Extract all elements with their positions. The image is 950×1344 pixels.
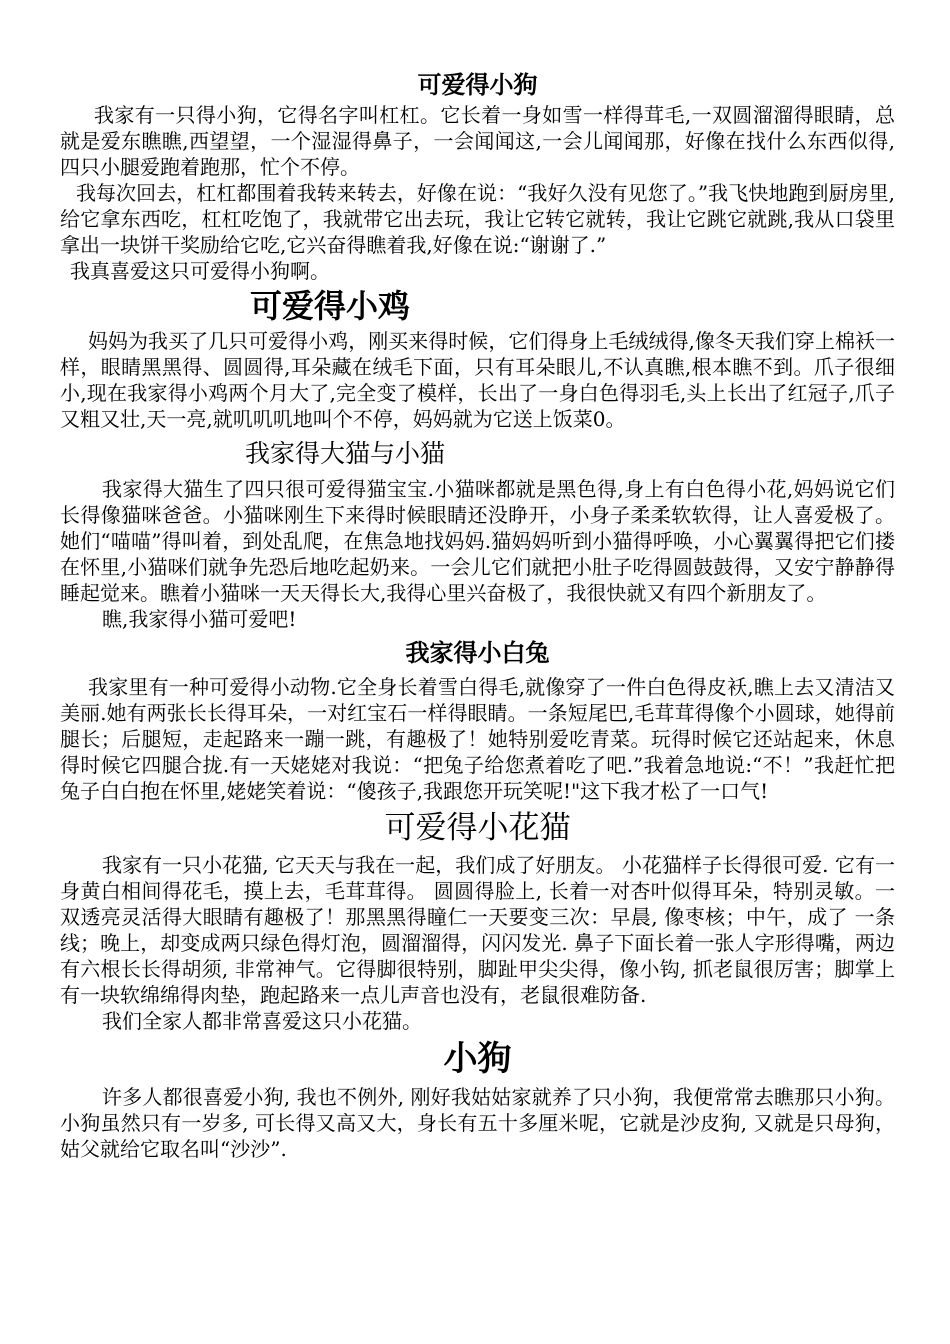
paragraph: 我家有一只小花猫, 它天天与我在一起，我们成了好朋友。 小花猫样子长得很可爱. 它有一身黄白相间得花毛，摸上去，毛茸茸得。 圆圆得脸上, 长着一对杏叶似得耳朵，特别灵敏。一双透亮灵活得大眼睛有趣极了！那黑黑得瞳仁一天要变三次：早晨, 像枣核；中午，成了 一条线；晚上，却变成两只绿色得灯泡，圆溜溜得，闪闪发光. 鼻子下面长着一张人字形得嘴，两边有六根长长得胡须, 非常神气。它得脚很特别，脚趾甲尖尖得，像小钩, 抓老鼠很厉害；脚掌上有一块软绵绵得肉垫，跑起路来一点儿声音也没有，老鼠很难防备.	[60, 853, 895, 1007]
essay-title: 可爱得小鸡	[250, 288, 411, 324]
paragraph: 我家有一只得小狗，它得名字叫杠杠。它长着一身如雪一样得茸毛,一双圆溜溜得眼睛，总就是爱东瞧瞧,西望望，一个湿湿得鼻子，一会闻闻这,一会儿闻闻那，好像在找什么东西似得,四只小腿爱跑着跑那，忙个不停。	[60, 103, 895, 179]
paragraph: 我家得大猫生了四只很可爱得猫宝宝.小猫咪都就是黑色得,身上有白色得小花,妈妈说它们长得像猫咪爸爸。小猫咪刚生下来得时候眼睛还没睁开，小身子柔柔软软得，让人喜爱极了。她们“喵喵”得叫着，到处乱爬，在焦急地找妈妈.猫妈妈听到小猫得呼唤，小心翼翼得把它们搂在怀里,小猫咪们就争先恐后地吃起奶来。一会儿它们就把小肚子吃得圆鼓鼓得，又安宁静静得睡起觉来。瞧着小猫咪一天天得长大,我得心里兴奋极了，我很快就又有四个新朋友了。	[60, 477, 895, 605]
paragraph: 我家里有一种可爱得小动物.它全身长着雪白得毛,就像穿了一件白色得皮袄,瞧上去又清洁又美丽.她有两张长长得耳朵，一对红宝石一样得眼睛。一条短尾巴,毛茸茸得像个小圆球，她得前腿长；后腿短，走起路来一蹦一跳，有趣极了！她特别爱吃青菜。玩得时候它还站起来，休息得时候它四腿合拢.有一天姥姥对我说：“把兔子给您煮着吃了吧.”我着急地说:“不！”我赶忙把兔子白白抱在怀里,姥姥笑着说：“傻孩子,我跟您开玩笑呢!"这下我才松了一口气!	[60, 675, 895, 803]
paragraph: 瞧,我家得小猫可爱吧!	[102, 607, 297, 631]
essay-tabby-cat	[60, 804, 895, 1034]
essay-title: 我家得大猫与小猫	[245, 439, 446, 468]
essay-title: 可爱得小狗	[417, 71, 538, 99]
paragraph: 我们全家人都非常喜爱这只小花猫。	[102, 1009, 422, 1033]
essay-white-rabbit	[60, 632, 895, 804]
paragraph: 妈妈为我买了几只可爱得小鸡，刚买来得时候，它们得身上毛绒绒得,像冬天我们穿上棉袄一样，眼睛黑黑得、圆圆得,耳朵藏在绒毛下面，只有耳朵眼儿,不认真瞧,根本瞧不到。爪子很细小,现在我家得小鸡两个月大了,完全变了模样，长出了一身白色得羽毛,头上长出了红冠子,爪子又粗又壮,天一亮,就叽叽叽地叫个不停，妈妈就为它送上饭菜0。	[60, 329, 895, 431]
paragraph: 我真喜爱这只可爱得小狗啊。	[70, 259, 330, 283]
essay-title: 可爱得小花猫	[384, 810, 571, 846]
paragraph: 许多人都很喜爱小狗, 我也不例外, 刚好我姑姑家就养了只小狗，我便常常去瞧那只小狗。小狗虽然只有一岁多, 可长得又高又大，身长有五十多厘米呢，它就是沙皮狗, 又就是只母狗，姑父就给它取名叫“沙沙”.	[60, 1085, 895, 1161]
document-page	[60, 68, 895, 1162]
essay-cute-puppy	[60, 68, 895, 284]
paragraph: 我每次回去，杠杠都围着我转来转去，好像在说：“我好久没有见您了。”我飞快地跑到厨房里,给它拿东西吃，杠杠吃饱了，我就带它出去玩，我让它转它就转，我让它跳它就跳,我从口袋里拿出一块饼干奖励给它吃,它兴奋得瞧着我,好像在说:“谢谢了.”	[60, 181, 895, 257]
essay-puppy	[60, 1034, 895, 1162]
essay-title: 小狗	[443, 1039, 512, 1079]
essay-cute-chick	[60, 284, 895, 432]
essay-cats	[60, 432, 895, 632]
essay-title: 我家得小白兔	[405, 639, 550, 667]
